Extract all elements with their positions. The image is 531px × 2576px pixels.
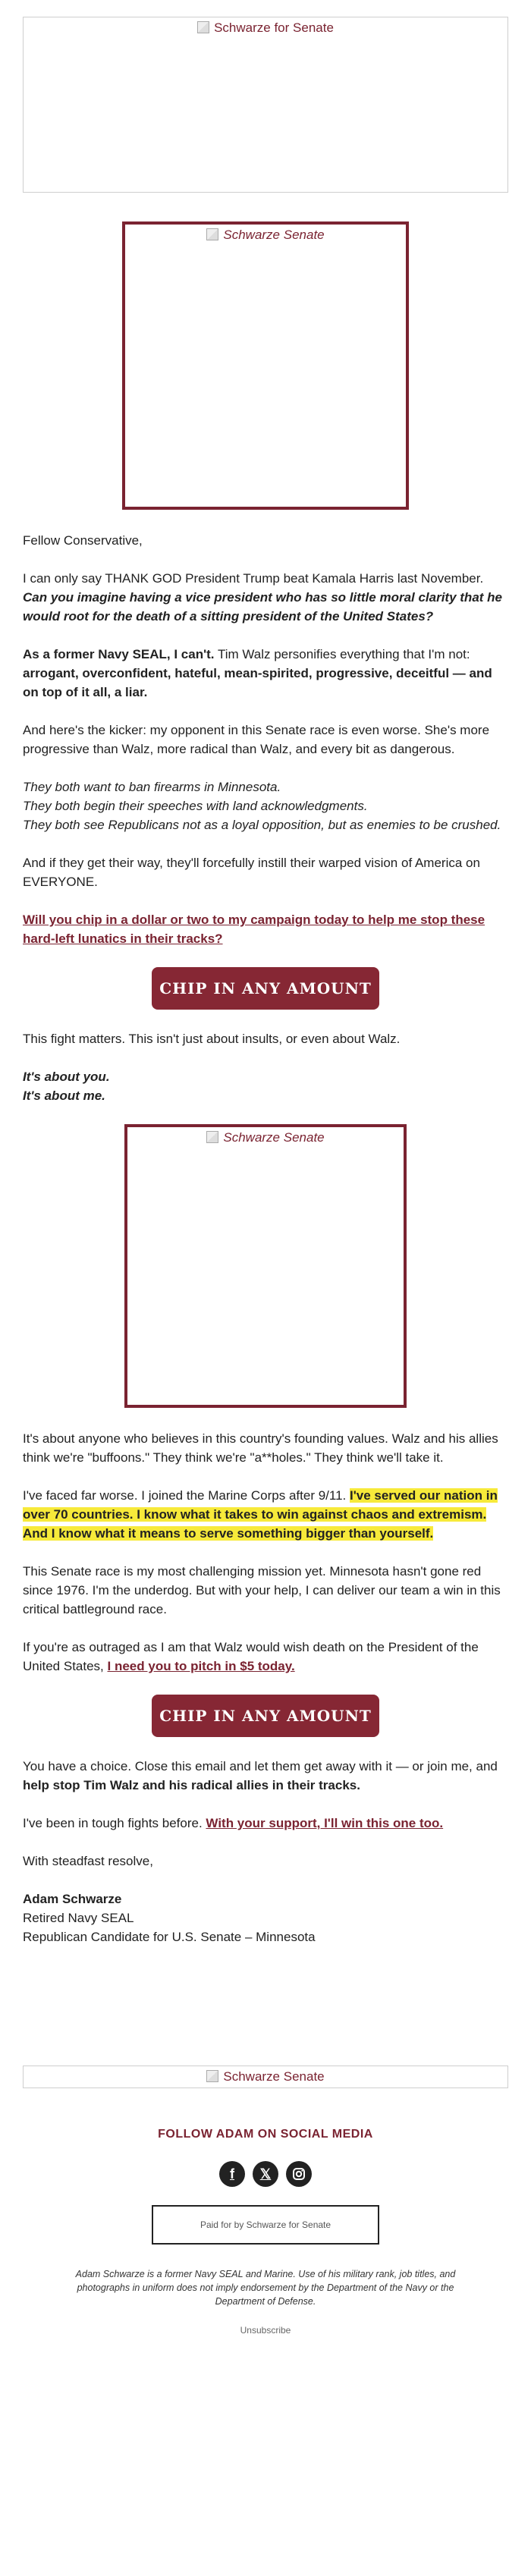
paragraph-fight-matters: This fight matters. This isn't just about insults, or even about Walz. [23, 1032, 401, 1046]
chip-in-button[interactable]: CHIP IN ANY AMOUNT [152, 967, 379, 1010]
facebook-icon[interactable]: f [219, 2161, 245, 2187]
signature [23, 1890, 508, 1946]
x-icon[interactable]: 𝕏 [253, 2161, 278, 2187]
broken-image-icon [206, 228, 218, 240]
paragraph-opponent: And here's the kicker: my opponent in this Senate race is even worse. She's more progressive than Walz, more radical than Walz, and every bit as dangerous. [23, 723, 490, 756]
paid-for-box [152, 2205, 379, 2245]
paragraph-tough-fights [23, 1814, 508, 1833]
text: If you're as outraged as I am that Walz would wish death on the President of the United States, [23, 1640, 479, 1673]
text: Tim Walz personifies everything that I'm not: [214, 647, 470, 661]
highlighted-text: I've served our nation in over 70 countries. I know what it takes to win against chaos and extremism. And I know what it means to serve something bigger than yourself. [23, 1488, 498, 1541]
chip-in-button-2[interactable]: CHIP IN ANY AMOUNT [152, 1695, 379, 1737]
text: I can only say THANK GOD President Trump beat Kamala Harris last November. [23, 571, 484, 586]
paragraph-outraged [23, 1638, 508, 1676]
social-title: FOLLOW ADAM ON SOCIAL MEDIA [158, 2128, 373, 2141]
hero-image-alt: Schwarze Senate [223, 228, 325, 242]
text: I've been in tough fights before. [23, 1816, 206, 1830]
text: They both begin their speeches with land acknowledgments. [23, 799, 368, 813]
signature-title: Retired Navy SEAL [23, 1911, 134, 1925]
paragraph-about-you [23, 1067, 508, 1105]
text: They both want to ban firearms in Minnesota. [23, 780, 281, 794]
social-icons [23, 2161, 508, 2187]
hero-image [122, 221, 409, 510]
footer-image-alt: Schwarze Senate [223, 2069, 325, 2084]
text: They both see Republicans not as a loyal opposition, but as enemies to be crushed. [23, 818, 501, 832]
footer-image [23, 2066, 508, 2088]
broken-image-icon [197, 21, 209, 33]
text: You have a choice. Close this email and let them get away with it — or join me, and [23, 1759, 498, 1773]
text: It's about me. [23, 1089, 105, 1103]
paragraph-cta-1 [23, 910, 508, 948]
instagram-glyph [292, 2167, 306, 2181]
unsubscribe-row [23, 2325, 508, 2336]
text-bold: arrogant, overconfident, hateful, mean-spirited, progressive, deceitful — and on top of it all, a liar. [23, 666, 492, 699]
portrait-image [124, 1124, 407, 1408]
paragraph-choice [23, 1757, 508, 1795]
paid-for-text: Paid for by Schwarze for Senate [200, 2219, 331, 2230]
portrait-image-alt: Schwarze Senate [223, 1130, 325, 1145]
text-emphasis: Can you imagine having a vice president who has so little moral clarity that he would root for the death of a sitting president of the United States? [23, 590, 502, 624]
greeting: Fellow Conservative, [23, 533, 143, 548]
paragraph-senate-race: This Senate race is my most challenging mission yet. Minnesota hasn't gone red since 1976. I'm the underdog. But with your help, I can deliver our team a win in this critical battleground race. [23, 1564, 501, 1616]
disclaimer: Adam Schwarze is a former Navy SEAL and Marine. Use of his military rank, job titles, and photographs in uniform does not imply endorsement by the Department of the Navy or the Department of Defense. [75, 2269, 456, 2307]
support-link[interactable]: With your support, I'll win this one too. [206, 1816, 444, 1830]
paragraph-founding-values: It's about anyone who believes in this country's founding values. Walz and his allies think we're "buffoons." They think we're "a**holes." They think we'll take it. [23, 1431, 498, 1465]
paragraph-marine-corps [23, 1486, 508, 1543]
text: I've faced far worse. I joined the Marine Corps after 9/11. [23, 1488, 350, 1503]
header-banner-image [23, 17, 508, 193]
paragraph-navy-seal [23, 645, 508, 702]
broken-image-icon [206, 2070, 218, 2082]
text-bold: help stop Tim Walz and his radical allies in their tracks. [23, 1778, 360, 1792]
chip-in-link[interactable]: Will you chip in a dollar or two to my campaign today to help me stop these hard-left lunatics in their tracks? [23, 913, 485, 946]
pitch-in-link[interactable]: I need you to pitch in $5 today. [107, 1659, 295, 1673]
unsubscribe-link[interactable]: Unsubscribe [240, 2325, 291, 2336]
signature-title: Republican Candidate for U.S. Senate – Minnesota [23, 1930, 316, 1944]
text: It's about you. [23, 1070, 110, 1084]
header-image-alt: Schwarze for Senate [214, 20, 334, 35]
paragraph-they-both [23, 778, 508, 834]
paragraph-trump [23, 569, 508, 626]
signature-name: Adam Schwarze [23, 1892, 122, 1906]
broken-image-icon [206, 1131, 218, 1143]
instagram-icon[interactable] [286, 2161, 312, 2187]
paragraph-warped-vision: And if they get their way, they'll forcefully instill their warped vision of America on EVERYONE. [23, 856, 480, 889]
text-bold: As a former Navy SEAL, I can't. [23, 647, 215, 661]
signoff: With steadfast resolve, [23, 1854, 153, 1868]
